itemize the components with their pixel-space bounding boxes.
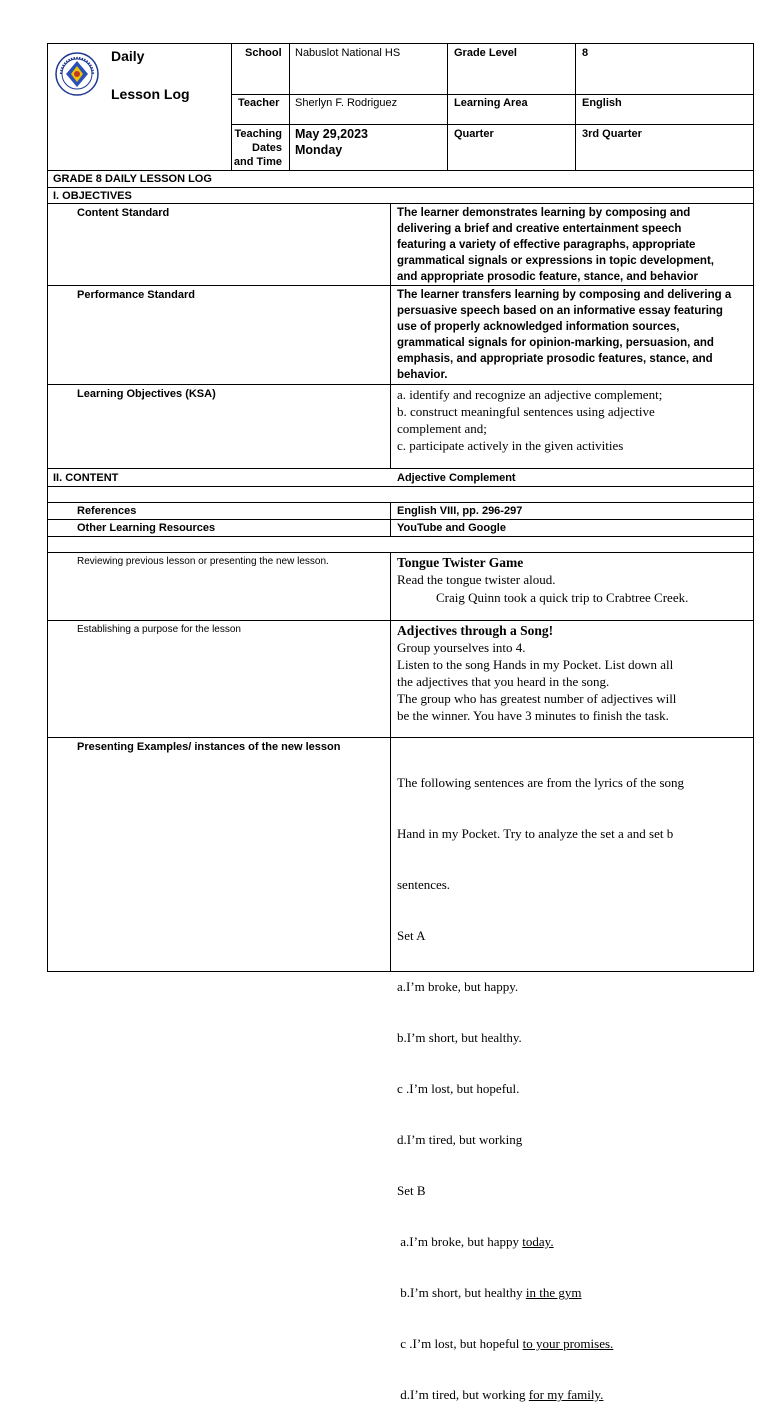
set-b-item: b.I’m short, but healthy in the gym: [397, 1285, 582, 1300]
reviewing-title: Tongue Twister Game: [397, 555, 524, 570]
deped-seal-icon: [55, 52, 99, 96]
set-a-item: b.I’m short, but healthy.: [397, 1030, 522, 1045]
school-label: School: [245, 47, 282, 59]
learning-objectives-label: Learning Objectives (KSA): [77, 388, 216, 400]
tongue-twister-text: Craig Quinn took a quick trip to Crabtree Creek.: [436, 590, 689, 605]
purpose-title: Adjectives through a Song!: [397, 623, 554, 638]
school-value: Nabuslot National HS: [295, 47, 401, 59]
grade-level-value: 8: [582, 47, 589, 59]
objectives-heading: I. OBJECTIVES: [53, 190, 132, 202]
learning-area-value: English: [582, 97, 622, 109]
set-b-label: Set B: [397, 1183, 426, 1198]
teacher-value: Sherlyn F. Rodriguez: [295, 97, 398, 109]
set-b-item: a.I’m broke, but happy today.: [397, 1234, 554, 1249]
set-a-item: c .I’m lost, but hopeful.: [397, 1081, 520, 1096]
set-b-item: d.I’m tired, but working for my family.: [397, 1387, 604, 1402]
learning-objectives-text: a. identify and recognize an adjective complement; b. construct meaningful sentences using adjective complement and; c. participate actively in the given activities: [397, 387, 663, 453]
performance-standard-text: The learner transfers learning by composing and delivering a persuasive speech based on an informative essay featuring use of properly acknowledged information sources, grammatical signals for opinion-marking, persuasion, and emphasis, and appropriate prosodic features, stance, and behavior.: [397, 289, 732, 381]
reviewing-label: Reviewing previous lesson or presenting the new lesson.: [77, 556, 329, 567]
content-standard-text: The learner demonstrates learning by composing and delivering a brief and creative entertainment speech featuring a variety of effective paragraphs, appropriate grammatical signals or expressions in topic development, and appropriate prosodic feature, stance, and behavior: [397, 207, 714, 283]
set-b-item: c .I’m lost, but hopeful to your promises.: [397, 1336, 614, 1351]
teaching-dates-label-2: Dates: [252, 142, 282, 154]
teaching-day-value: Monday: [295, 143, 343, 157]
purpose-label: Establishing a purpose for the lesson: [77, 624, 241, 635]
purpose-text: Group yourselves into 4. Listen to the song Hands in my Pocket. List down all the adjectives that you heard in the song. The group who has greatest number of adjectives will be the winner. You have 3 minutes to finish the task.: [397, 640, 677, 723]
quarter-label: Quarter: [454, 128, 494, 140]
title-lesson-log: Lesson Log: [111, 86, 190, 102]
learning-area-label: Learning Area: [454, 97, 528, 109]
section-title: GRADE 8 DAILY LESSON LOG: [53, 173, 212, 185]
other-resources-label: Other Learning Resources: [77, 522, 216, 534]
examples-label: Presenting Examples/ instances of the new lesson: [77, 741, 341, 753]
content-heading: II. CONTENT: [53, 472, 119, 484]
content-standard-label: Content Standard: [77, 207, 170, 219]
set-a-item: d.I’m tired, but working: [397, 1132, 523, 1147]
references-label: References: [77, 505, 137, 517]
other-resources-value: YouTube and Google: [397, 522, 506, 534]
grade-level-label: Grade Level: [454, 47, 517, 59]
examples-text: The following sentences are from the lyrics of the song Hand in my Pocket. Try to analyze the set a and set b sentences. Set A a.I’m broke, but happy. b.I’m short, but healthy. c .I’m lost, but hopeful. d.I’m tired, but working Set B a.I’m broke, but happy today. b.I’m short, but healthy in the gym c .I’m lost, but hopeful to your promises. d.I’m tired, but working for my family.: [397, 775, 684, 1402]
reviewing-instruction: Read the tongue twister aloud.: [397, 572, 556, 587]
quarter-value: 3rd Quarter: [582, 128, 642, 140]
teaching-dates-label-3: and Time: [233, 156, 282, 168]
references-value: English VIII, pp. 296-297: [397, 505, 523, 517]
set-a-label: Set A: [397, 928, 426, 943]
performance-standard-label: Performance Standard: [77, 289, 195, 301]
teaching-date-value: May 29,2023: [295, 127, 368, 141]
teacher-label: Teacher: [238, 97, 280, 109]
set-a-item: a.I’m broke, but happy.: [397, 979, 519, 994]
title-daily: Daily: [111, 48, 145, 64]
teaching-dates-label-1: Teaching: [234, 128, 282, 140]
content-value: Adjective Complement: [397, 472, 516, 484]
